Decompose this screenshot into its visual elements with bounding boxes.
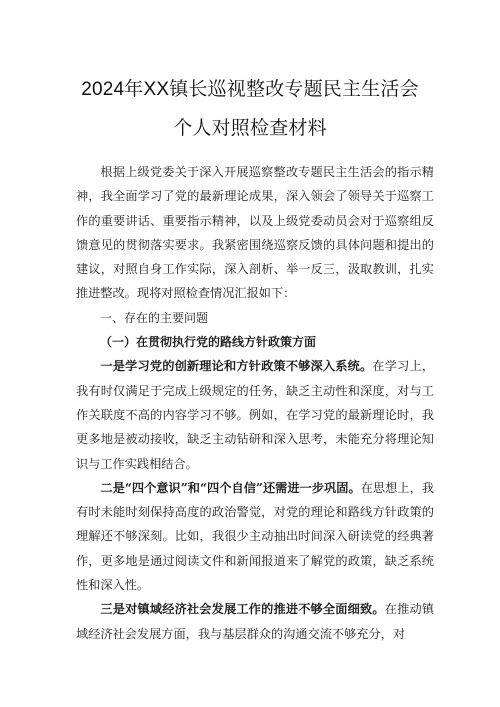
issue-lead: 二是“四个意识”和“四个自信”还需进一步巩固。	[100, 480, 361, 495]
subsection-heading: （一）在贯彻执行党的路线方针政策方面	[100, 335, 317, 350]
issue-text: 在学习上，我有时仅满足于完成上级规定的任务，缺乏主动性和深度，对与工作关联度不高的内容学习不够。例如，在学习党的最新理论时，我更多地是被动接收，缺乏主动钻研和深入思考，未能充分将理论知识与工作实践相结合。	[76, 359, 435, 471]
issue-paragraph	[76, 476, 434, 597]
issue-text: 在思想上，我有时未能时刻保持高度的政治警觉，对党的理论和路线方针政策的理解还不够深刻。比如，我很少主动抽出时间深入研读党的经典著作，更多地是通过阅读文件和新闻报道来了解党的政策，缺乏系统性和深入性。	[76, 480, 434, 593]
issue-text: 在推动镇域经济社会发展方面，我与基层群众的沟通交流不够充分，对	[76, 602, 435, 641]
intro-paragraph: 根据上级党委关于深入开展巡察整改专题民主生活会的指示精神，我全面学习了党的最新理论成果，深入领会了领导关于巡察工作的重要讲话、重要指示精神，以及上级党委动员会对于巡察组反馈意见的贯彻落实要求。我紧密围绕巡察反馈的具体问题和提出的建议，对照自身工作实际，深入剖析、举一反三，汲取教训，扎实推进整改。现将对照检查情况汇报如下：	[76, 165, 434, 301]
document-subtitle: 个人对照检查材料	[173, 118, 327, 139]
issue-paragraph	[76, 597, 434, 646]
section-heading: 一、存在的主要问题	[100, 310, 209, 325]
issue-paragraph	[76, 354, 434, 475]
document-title: 2024年XX镇长巡视整改专题民主生活会	[81, 79, 419, 100]
issue-lead: 三是对镇域经济社会发展工作的推进不够全面细致。	[100, 602, 385, 617]
document-body	[76, 160, 434, 646]
issue-lead: 一是学习党的创新理论和方针政策不够深入系统。	[100, 359, 373, 374]
